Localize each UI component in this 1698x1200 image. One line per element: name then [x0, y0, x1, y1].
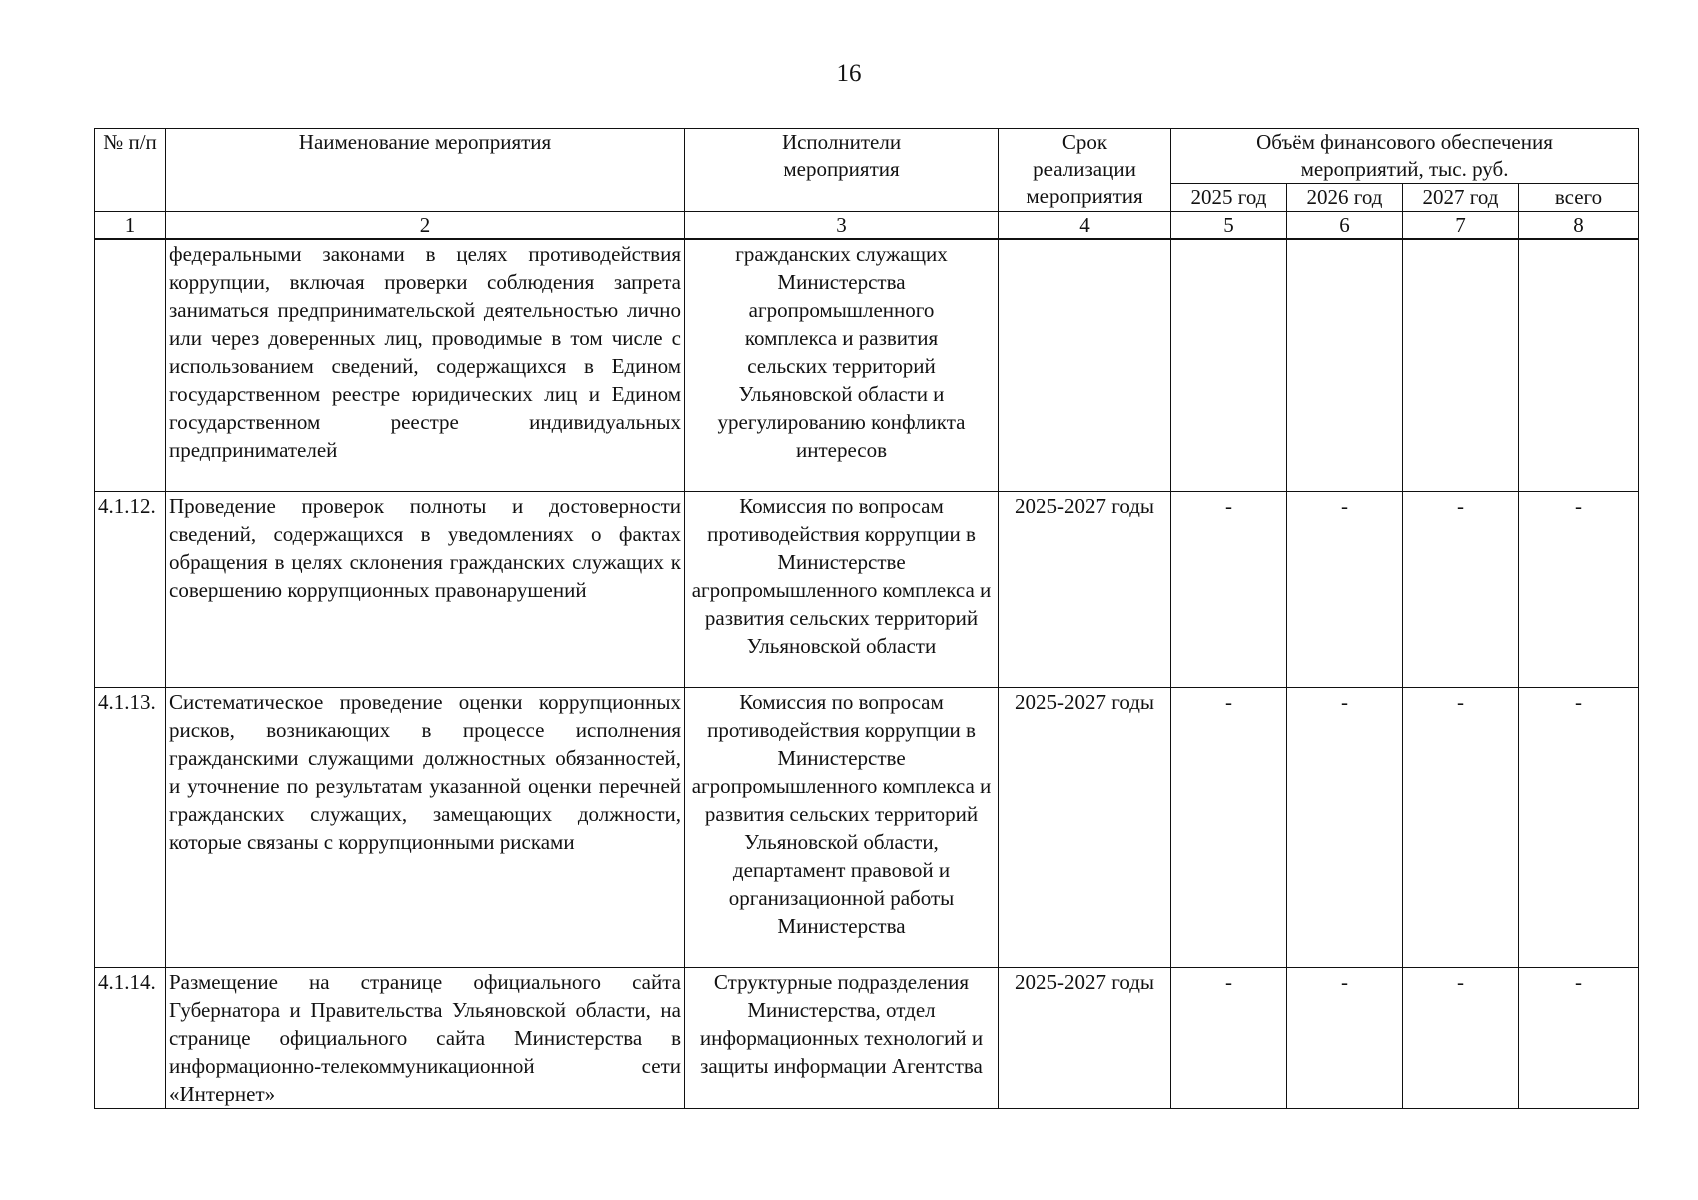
funding-2025: - — [1171, 687, 1287, 967]
funding-2025: - — [1171, 491, 1287, 687]
funding-2027: - — [1403, 687, 1519, 967]
funding-total: - — [1519, 967, 1639, 1108]
activity-term: 2025-2027 годы — [999, 687, 1171, 967]
funding-2026: - — [1287, 491, 1403, 687]
header-term: Срок реализации мероприятия — [999, 129, 1171, 212]
funding-2026 — [1287, 239, 1403, 491]
table-row — [95, 239, 1639, 491]
activity-term: 2025-2027 годы — [999, 967, 1171, 1108]
activity-name: Систематическое проведение оценки коррупционных рисков, возникающих в процессе исполнения гражданскими служащими должностных обязанностей, и уточнение по результатам указанной оценки перечней гражданских служащих, замещающих должности, которые связаны с коррупционными рисками — [166, 687, 685, 967]
funding-total: - — [1519, 687, 1639, 967]
activities-table — [94, 128, 1639, 1109]
activity-name: Размещение на странице официального сайта Губернатора и Правительства Ульяновской области, на странице официального сайта Министерства в информационно-телекоммуникационной сети «Интернет» — [166, 967, 685, 1108]
column-number: 1 — [95, 212, 166, 240]
funding-2025 — [1171, 239, 1287, 491]
column-number: 2 — [166, 212, 685, 240]
funding-2027 — [1403, 239, 1519, 491]
funding-2025: - — [1171, 967, 1287, 1108]
header-executors: Исполнители мероприятия — [685, 129, 999, 212]
header-total: всего — [1519, 184, 1639, 212]
header-activity-name: Наименование мероприятия — [166, 129, 685, 212]
row-number — [95, 239, 166, 491]
funding-2026: - — [1287, 967, 1403, 1108]
header-number: № п/п — [95, 129, 166, 212]
funding-2027: - — [1403, 491, 1519, 687]
column-number: 3 — [685, 212, 999, 240]
activity-executors: Комиссия по вопросам противодействия коррупции в Министерстве агропромышленного комплекса и развития сельских территорий Ульяновской области, департамент правовой и организационной работы Министерства — [685, 687, 999, 967]
header-year-2027: 2027 год — [1403, 184, 1519, 212]
funding-total: - — [1519, 491, 1639, 687]
activity-executors: Комиссия по вопросам противодействия коррупции в Министерстве агропромышленного комплекса и развития сельских территорий Ульяновской области — [685, 491, 999, 687]
table-row — [95, 967, 1639, 1108]
row-number: 4.1.14. — [95, 967, 166, 1108]
row-number: 4.1.13. — [95, 687, 166, 967]
row-number: 4.1.12. — [95, 491, 166, 687]
activity-name: федеральными законами в целях противодействия коррупции, включая проверки соблюдения запрета заниматься предпринимательской деятельностью лично или через доверенных лиц, проводимые в том числе с использованием сведений, содержащихся в Едином государственном реестре юридических лиц и Едином государственном реестре индивидуальных предпринимателей — [166, 239, 685, 491]
column-number: 8 — [1519, 212, 1639, 240]
header-year-2026: 2026 год — [1287, 184, 1403, 212]
column-number: 5 — [1171, 212, 1287, 240]
column-number: 6 — [1287, 212, 1403, 240]
header-year-2025: 2025 год — [1171, 184, 1287, 212]
table-row — [95, 491, 1639, 687]
activity-name: Проведение проверок полноты и достоверности сведений, содержащихся в уведомлениях о фактах обращения в целях склонения гражданских служащих к совершению коррупционных правонарушений — [166, 491, 685, 687]
header-financing: Объём финансового обеспечения мероприятий, тыс. руб. — [1171, 129, 1639, 184]
funding-total — [1519, 239, 1639, 491]
activity-executors: Структурные подразделения Министерства, отдел информационных технологий и защиты информации Агентства — [685, 967, 999, 1108]
page-number: 16 — [836, 60, 862, 87]
funding-2026: - — [1287, 687, 1403, 967]
activity-term — [999, 239, 1171, 491]
activity-executors: гражданских служащих Министерства агропромышленного комплекса и развития сельских территорий Ульяновской области и урегулированию конфликта интересов — [685, 239, 999, 491]
table-row — [95, 687, 1639, 967]
column-number: 7 — [1403, 212, 1519, 240]
funding-2027: - — [1403, 967, 1519, 1108]
column-number: 4 — [999, 212, 1171, 240]
activity-term: 2025-2027 годы — [999, 491, 1171, 687]
